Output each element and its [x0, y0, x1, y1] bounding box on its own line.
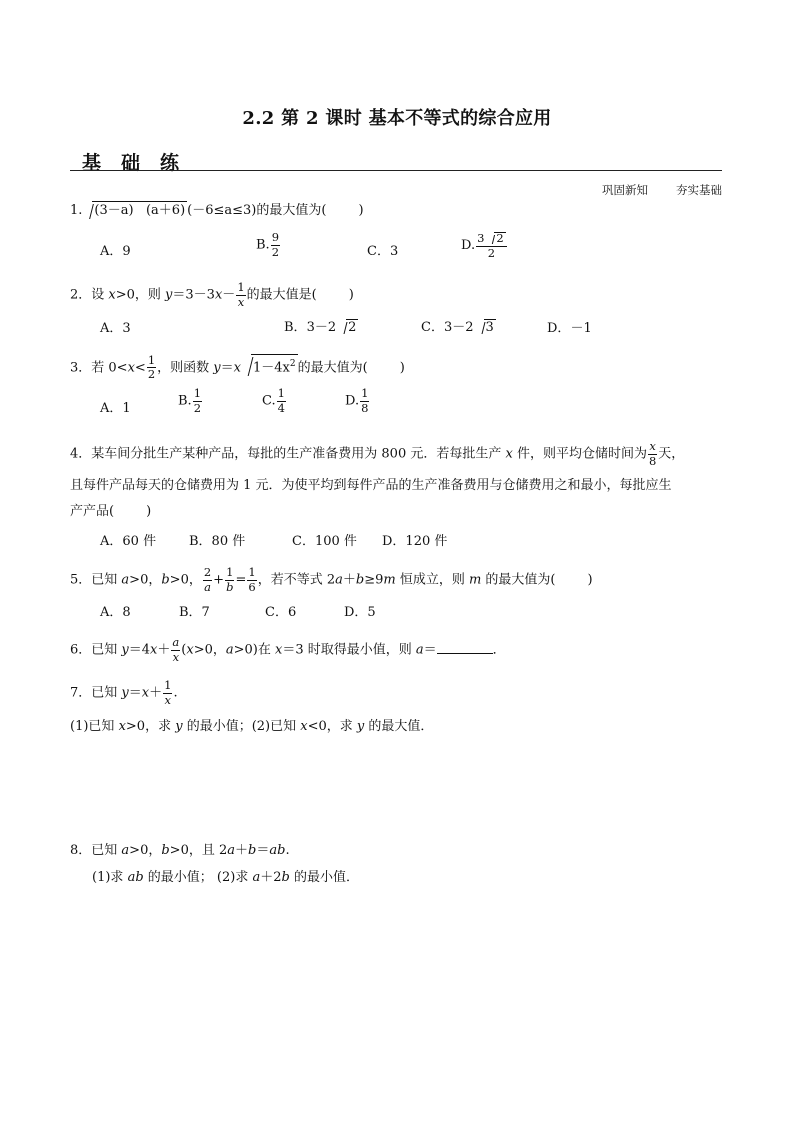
q1-options — [0, 232, 794, 266]
q7-fraction: $\frac{1}{x}$ — [164, 678, 172, 707]
subheading-right: 夯实基础 — [676, 183, 722, 197]
q4-option-a: A．60 件 — [100, 534, 157, 549]
q3-option-b: B. $\frac{1}{2}$ — [178, 386, 202, 415]
q2-fraction: $\frac{1}{x}$ — [237, 280, 245, 309]
q2-option-c: C．3－2 3 — [421, 320, 494, 335]
q4-option-b: B．80 件 — [189, 534, 246, 549]
q5-close-paren: ) — [587, 572, 593, 588]
q5-option-d: D．5 — [344, 605, 376, 620]
q4-option-c: C．100 件 — [292, 534, 357, 549]
q1-condition: (－6≤a≤3)的最大值为( — [187, 203, 327, 218]
q4-options — [0, 530, 794, 550]
q6-fraction: $\frac{a}{x}$ — [172, 635, 180, 664]
q1-option-b: B. $\frac{9}{2}$ — [256, 230, 280, 259]
question-4-line-2: 且每件产品每天的仓储费用为 1 元．为使平均到每件产品的生产准备费用与仓储费用之和最小，每批应生 — [70, 478, 672, 493]
question-7-subparts: (1)已知 x>0，求 y 的最小值；(2)已知 x<0，求 y 的最大值． — [70, 719, 434, 734]
question-1 — [70, 201, 364, 220]
q4-close-paren: ) — [146, 504, 152, 519]
question-6: 6．已知 y＝4x＋ $\frac{a}{x}$ (x>0，a>0)在 x＝3 时取得最小值，则 a＝ ． — [70, 635, 506, 664]
q2-option-b: B．3－2 2 — [284, 320, 357, 335]
q2-option-d: D．－1 — [547, 321, 592, 336]
q4-option-d: D．120 件 — [382, 534, 448, 549]
q4-fraction: $\frac{x}{8}$ — [648, 439, 657, 468]
section-divider — [70, 170, 722, 171]
question-7: 7．已知 y＝x＋ $\frac{1}{x}$ . — [70, 678, 178, 707]
question-4-line-1: 4．某车间分批生产某种产品，每批的生产准备费用为 800 元．若每批生产 x 件，则平均仓储时间为 $\frac{x}{8}$ 天， — [70, 439, 685, 468]
q5-option-b: B．7 — [179, 605, 210, 620]
q1-close-paren: ) — [358, 203, 364, 218]
page-title: 2.2 第 2 课时 基本不等式的综合应用 — [242, 108, 552, 129]
question-8: 8．已知 a>0，b>0，且 2a＋b＝ab. — [70, 843, 290, 858]
q6-answer-blank[interactable] — [437, 652, 493, 654]
question-5: 5．已知 a>0，b>0， $\frac{2}{a}$ + $\frac{1}{b}$ = $\frac{1}{6}$ ，若不等式 2a＋b≥9m 恒成立，则 m 的最大值为( ) — [70, 565, 593, 594]
q2-options — [0, 316, 794, 336]
section-heading: 基础练 — [82, 152, 200, 174]
q3-option-a: A．1 — [100, 401, 131, 416]
q3-radical: $1-4x^2$ — [242, 354, 298, 377]
q3-option-d: D. $\frac{1}{8}$ — [345, 386, 369, 415]
q1-option-a: A．9 — [100, 244, 131, 259]
question-8-subparts: (1)求 ab 的最小值； (2)求 a＋2b 的最小值． — [92, 870, 359, 885]
q5-option-c: C．6 — [265, 605, 297, 620]
q1-number: 1. — [70, 203, 83, 218]
subheading — [602, 182, 722, 198]
q3-close-paren: ) — [399, 360, 405, 376]
q3-fraction: $\frac{1}{2}$ — [147, 352, 156, 382]
q1-option-d: D. $\frac{3 2}{2}$ — [461, 232, 508, 259]
q2-option-a: A．3 — [100, 321, 131, 336]
q5-option-a: A．8 — [100, 605, 131, 620]
q1-option-c: C．3 — [367, 244, 399, 259]
q3-options — [0, 388, 794, 422]
question-2: 2．设 x>0，则 y＝3－3x－ $\frac{1}{x}$ 的最大值是( ) — [70, 280, 354, 309]
subheading-left: 巩固新知 — [602, 183, 648, 197]
q3-option-c: C. $\frac{1}{4}$ — [262, 386, 285, 415]
q5-options — [0, 601, 794, 621]
question-3: 3．若 0<x< $\frac{1}{2}$ ，则函数 y＝x $1-4x^2$ 的最大值为( ) — [70, 352, 405, 382]
q2-close-paren: ) — [348, 287, 354, 303]
q1-radical: (3－a) (a＋6) — [83, 201, 187, 220]
question-4-line-3: 产产品( ) — [70, 504, 152, 519]
